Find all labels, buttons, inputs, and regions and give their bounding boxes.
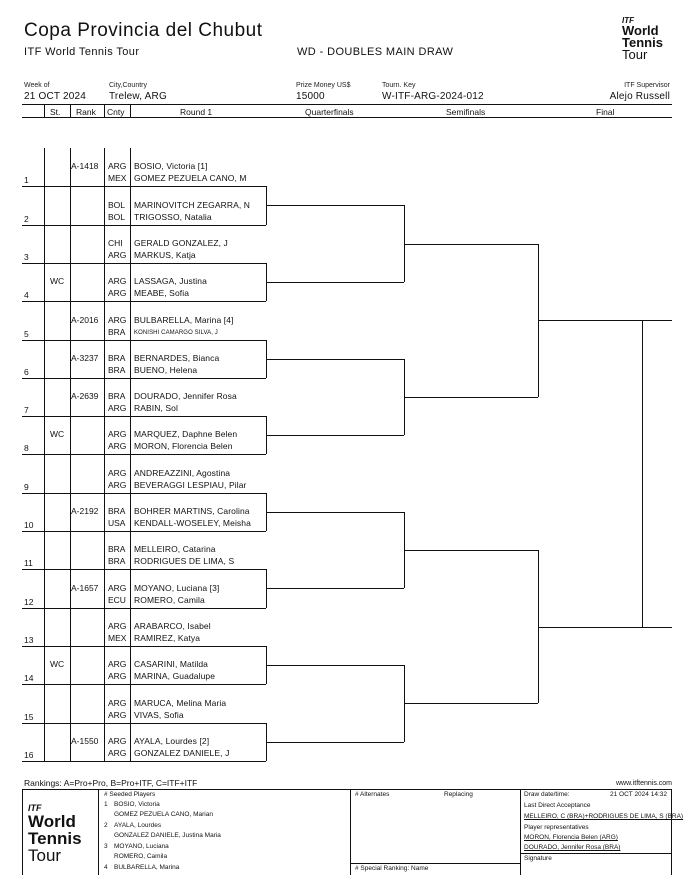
country-code: ARG [108, 161, 127, 172]
entry-rank: A-2639 [71, 391, 99, 402]
sf-line [404, 703, 538, 704]
r1-line [130, 225, 266, 226]
entry-status: WC [50, 276, 65, 287]
qf-line [266, 359, 404, 360]
column-divider [70, 148, 71, 761]
r1-line [130, 531, 266, 532]
draw-position: 14 [24, 673, 34, 684]
lda-label: Last Direct Acceptance [524, 802, 591, 809]
player-name: GERALD GONZALEZ, J [134, 237, 228, 248]
player-name: GONZALEZ DANIELE, J [134, 747, 230, 758]
row-divider [22, 684, 134, 685]
seed-number: 1 [104, 801, 108, 808]
sf-line [404, 244, 538, 245]
player-name: TRIGOSSO, Natalia [134, 211, 212, 222]
player-name: RAMIREZ, Katya [134, 632, 201, 643]
country-code: BRA [108, 391, 126, 402]
tour-name: ITF World Tennis Tour [24, 46, 140, 58]
draw-position: 3 [24, 251, 29, 262]
final-line [538, 320, 672, 321]
final-connector [642, 320, 643, 626]
entry-rank: A-2192 [71, 506, 99, 516]
itf-logo [622, 16, 670, 61]
country-code: ARG [108, 620, 127, 631]
row-divider [22, 646, 134, 647]
row-divider [22, 301, 134, 302]
hdr-divider [70, 105, 71, 117]
draw-position: 2 [24, 213, 29, 224]
hdr-divider [130, 105, 131, 117]
country-code: BRA [108, 364, 126, 375]
entry-status: WC [50, 659, 65, 670]
col-st: St. [50, 107, 61, 117]
seed-number: 4 [104, 864, 108, 871]
player-name: LASSAGA, Justina [134, 276, 207, 287]
entry-rank: A-1550 [71, 735, 99, 746]
country-code: CHI [108, 237, 123, 248]
r1-line [130, 301, 266, 302]
player-name: RABIN, Sol [134, 403, 178, 414]
player-name: MELLEIRO, Catarina [134, 544, 216, 555]
entry-rank: A-3237 [71, 352, 99, 363]
week-value: 21 OCT 2024 [24, 91, 87, 102]
country-code: ARG [108, 479, 127, 490]
col-semifinals: Semifinals [446, 107, 486, 117]
final-line [538, 627, 672, 628]
draw-position: 11 [24, 558, 33, 569]
draw-position: 7 [24, 405, 29, 416]
seed-player-2: GONZALEZ DANIELE, Justina Maria [114, 832, 221, 839]
country-code: USA [108, 518, 126, 528]
prize-value: 15000 [296, 91, 325, 102]
draw-position: 4 [24, 290, 29, 301]
country-code: ARG [108, 671, 127, 682]
country-code: ARG [108, 697, 127, 708]
row-divider [22, 340, 134, 341]
player-name: BUENO, Helena [134, 364, 198, 375]
seed-player-1: AYALA, Lourdes [114, 822, 162, 829]
r1-line [130, 608, 266, 609]
country-code: ARG [108, 403, 127, 414]
entry-rank: A-1418 [71, 161, 99, 172]
seed-player-1: BULBARELLA, Marina [114, 864, 180, 871]
hdr-divider [44, 105, 45, 117]
row-divider [22, 416, 134, 417]
logo-line-3: Tour [28, 846, 62, 865]
seed-number: 3 [104, 843, 108, 850]
seed-player-2: GOMEZ PEZUELA CANO, Marian [114, 811, 213, 818]
supervisor-value: Alejo Russell [609, 91, 670, 102]
qf-line [266, 665, 404, 666]
country-code: ARG [108, 288, 127, 299]
sf-line [404, 397, 538, 398]
column-header-rule [22, 117, 672, 118]
country-code: ECU [108, 594, 126, 605]
player-name: KENDALL-WOSELEY, Meisha [134, 518, 251, 528]
r1-line [130, 493, 266, 494]
seed-player-1: MOYANO, Luciana [114, 843, 169, 850]
country-code: BRA [108, 506, 126, 516]
country-code: BRA [108, 544, 126, 555]
player-name: MARINOVITCH ZEGARRA, N [134, 199, 251, 210]
row-divider [22, 493, 134, 494]
rep-2: DOURADO, Jennifer Rosa (BRA) [524, 844, 621, 851]
country-code: ARG [108, 429, 127, 440]
draw-position: 8 [24, 443, 29, 454]
country-code: ARG [108, 709, 127, 720]
replacing-header: Replacing [444, 791, 473, 798]
r1-line [130, 378, 266, 379]
player-name: ARABARCO, Isabel [134, 620, 211, 631]
sf-line [404, 550, 538, 551]
player-name: MARUCA, Melina Maria [134, 697, 227, 708]
country-code: ARG [108, 314, 127, 325]
city-label: City,Country [109, 82, 147, 89]
player-name: ANDREAZZINI, Agostina [134, 467, 231, 478]
draw-datetime: 21 OCT 2024 14:32 [610, 791, 667, 798]
player-name: BOSIO, Victoria [1] [134, 161, 208, 172]
player-name: BOHRER MARTINS, Carolina [134, 506, 250, 516]
r1-line [130, 761, 266, 762]
draw-position: 1 [24, 175, 29, 186]
draw-position: 16 [24, 749, 34, 760]
player-name: BERNARDES, Bianca [134, 352, 220, 363]
qf-line [266, 512, 404, 513]
player-name: MARKUS, Katja [134, 249, 196, 260]
player-name: MARINA, Guadalupe [134, 671, 216, 682]
qf-line [266, 435, 404, 436]
column-divider [104, 148, 105, 761]
row-divider [22, 186, 134, 187]
logo-itf-text: ITF [28, 803, 42, 813]
col-final: Final [596, 107, 615, 117]
rankings-legend: Rankings: A=Pro+Pro, B=Pro+ITF, C=ITF+ITF [24, 778, 198, 788]
qf-line [266, 282, 404, 283]
entry-status: WC [50, 429, 65, 440]
entry-rank: A-1657 [71, 582, 99, 593]
logo-itf-text: ITF [622, 16, 634, 25]
row-divider [22, 761, 134, 762]
header-rule [22, 104, 672, 105]
qf-line [266, 588, 404, 589]
rep-1: MORON, Florencia Belen (ARG) [524, 834, 618, 841]
player-name: RODRIGUES DE LIMA, S [134, 556, 235, 567]
player-name: BULBARELLA, Marina [4] [134, 314, 234, 325]
r1-line [130, 263, 266, 264]
logo-line-2: Tennis [28, 829, 82, 848]
qf-line [266, 205, 404, 206]
signature-rule [520, 853, 672, 854]
lda-value: MELLEIRO, C (BRA)+RODRIGUES DE LIMA, S (BRA) [524, 813, 684, 820]
player-name: MOYANO, Luciana [3] [134, 582, 220, 593]
week-label: Week of [24, 82, 50, 89]
player-name: DOURADO, Jennifer Rosa [134, 391, 237, 402]
player-name: BEVERAGGI LESPIAU, Pilar [134, 479, 247, 490]
draw-position: 5 [24, 328, 29, 339]
row-divider [22, 378, 134, 379]
seeded-header: # Seeded Players [104, 791, 156, 798]
player-name: MEABE, Sofia [134, 288, 190, 299]
prize-label: Prize Money US$ [296, 82, 351, 89]
seed-player-1: BOSIO, Victoria [114, 801, 160, 808]
supervisor-label: ITF Supervisor [624, 82, 670, 89]
tourn-key-label: Tourn. Key [382, 82, 416, 89]
entry-rank: A-2016 [71, 314, 99, 325]
city-value: Trelew, ARG [109, 91, 167, 102]
draw-position: 15 [24, 711, 34, 722]
draw-type: WD - DOUBLES MAIN DRAW [297, 46, 454, 58]
footer-divider [520, 789, 521, 875]
alternates-header: # Alternates [355, 791, 390, 798]
r1-line [130, 723, 266, 724]
country-code: BRA [108, 326, 126, 337]
player-name: KONISHI CAMARGO SILVA, J [134, 329, 218, 336]
country-code: ARG [108, 441, 127, 452]
footer-divider [98, 789, 99, 875]
draw-position: 12 [24, 596, 34, 607]
website: www.itftennis.com [615, 780, 672, 787]
tournament-title: Copa Provincia del Chubut [24, 20, 263, 41]
country-code: ARG [108, 249, 127, 260]
row-divider [22, 454, 134, 455]
country-code: MEX [108, 173, 127, 184]
r1-line [130, 646, 266, 647]
seed-player-2: ROMERO, Camila [114, 853, 168, 860]
r1-line [130, 340, 266, 341]
player-name: VIVAS, Sofia [134, 709, 184, 720]
row-divider [22, 723, 134, 724]
player-name: MORON, Florencia Belen [134, 441, 233, 452]
r1-line [130, 454, 266, 455]
signature-label: Signature [524, 855, 552, 862]
player-name: ROMERO, Camila [134, 594, 205, 605]
col-quarterfinals: Quarterfinals [305, 107, 354, 117]
logo-line-1: World [622, 23, 659, 38]
row-divider [22, 531, 134, 532]
country-code: ARG [108, 276, 127, 287]
special-ranking-header: # Special Ranking: Name [355, 865, 429, 872]
country-code: BRA [108, 352, 126, 363]
row-divider [22, 569, 134, 570]
country-code: ARG [108, 582, 127, 593]
col-round1: Round 1 [180, 107, 213, 117]
draw-position: 6 [24, 366, 29, 377]
country-code: BOL [108, 199, 126, 210]
col-rank: Rank [76, 107, 96, 117]
r1-line [130, 186, 266, 187]
r1-line [130, 569, 266, 570]
r1-line [130, 416, 266, 417]
player-name: GOMEZ PEZUELA CANO, M [134, 173, 247, 184]
qf-line [266, 742, 404, 743]
country-code: ARG [108, 467, 127, 478]
seed-number: 2 [104, 822, 108, 829]
col-cnty: Cnty [107, 107, 125, 117]
draw-datetime-label: Draw date/time: [524, 791, 570, 798]
footer-itf-logo [28, 803, 94, 864]
country-code: ARG [108, 735, 127, 746]
special-ranking-rule [350, 863, 520, 864]
player-name: MARQUEZ, Daphne Belen [134, 429, 238, 440]
r1-line [130, 684, 266, 685]
country-code: MEX [108, 632, 127, 643]
logo-line-3: Tour [622, 47, 648, 62]
row-divider [22, 608, 134, 609]
hdr-divider [104, 105, 105, 117]
row-divider [22, 225, 134, 226]
country-code: BRA [108, 556, 126, 567]
country-code: BOL [108, 211, 126, 222]
draw-position: 9 [24, 481, 29, 492]
reps-label: Player representatives [524, 824, 589, 831]
draw-position: 13 [24, 634, 34, 645]
player-name: CASARINI, Matilda [134, 659, 208, 670]
logo-line-2: Tennis [622, 35, 663, 50]
logo-line-1: World [28, 812, 76, 831]
row-divider [22, 263, 134, 264]
country-code: ARG [108, 747, 127, 758]
draw-position: 10 [24, 520, 34, 530]
player-name: AYALA, Lourdes [2] [134, 735, 210, 746]
tourn-key-value: W-ITF-ARG-2024-012 [382, 91, 484, 102]
column-divider [44, 148, 45, 761]
country-code: ARG [108, 659, 127, 670]
